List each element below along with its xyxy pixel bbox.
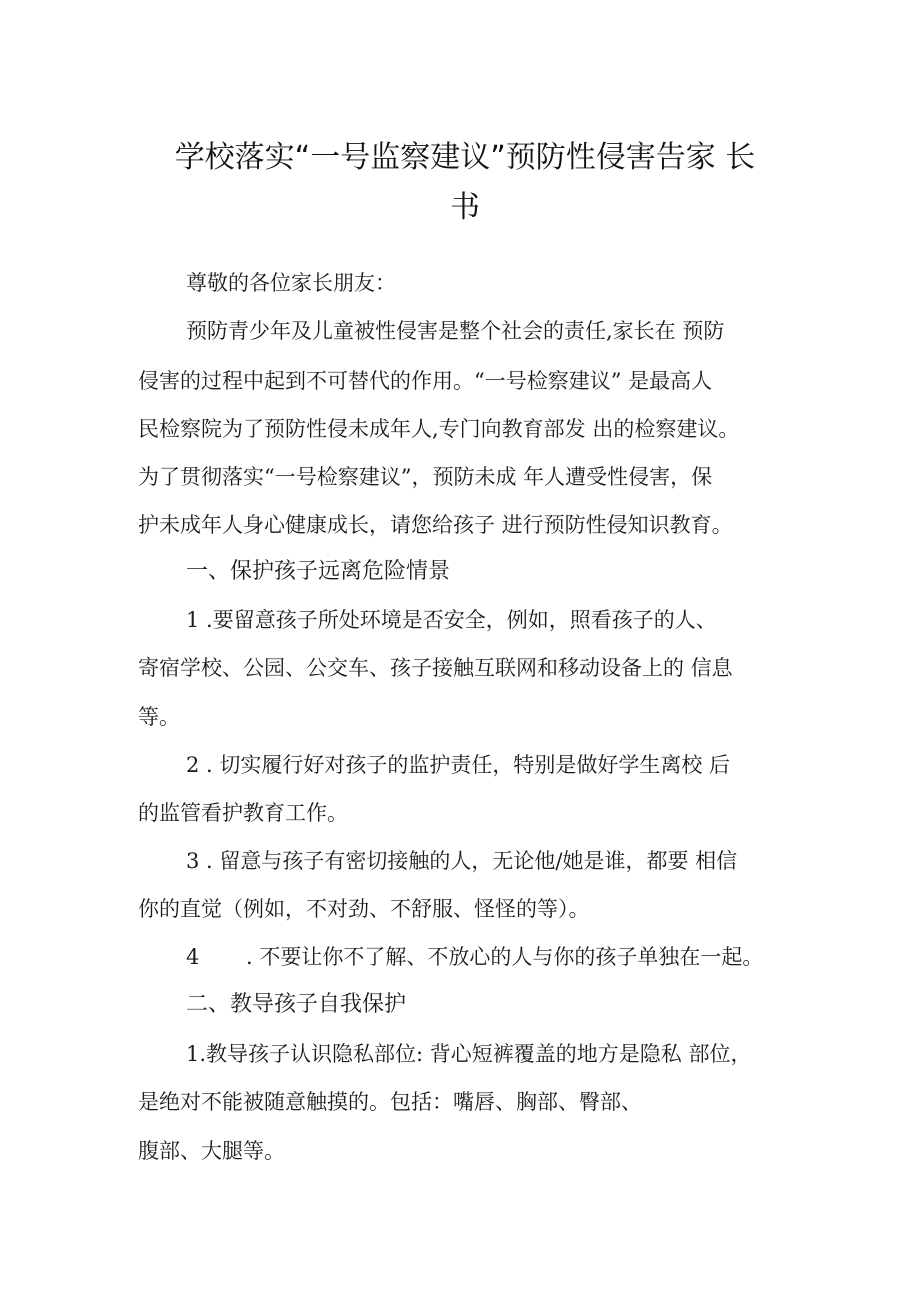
document-title-line-1: 学校落实“一号监察建议”预防性侵害告家 长 — [174, 140, 756, 175]
intro-line-4: 为了贯彻落实“一号检察建议”，预防未成 年人遭受性侵害，保 — [138, 465, 713, 489]
section-1-heading: 一、保护孩子远离危险情景 — [186, 559, 451, 584]
section-2-item-1-line-1: 1.教导孩子认识隐私部位: 背心短裤覆盖的地方是隐私 部位， — [186, 1042, 752, 1066]
section-1-item-2-line-1: 2 . 切实履行好对孩子的监护责任，特别是做好学生离校 后 — [186, 753, 731, 777]
section-1-item-4-number: 4 — [186, 945, 200, 969]
document-title-line-2: 书 — [450, 190, 480, 225]
section-1-item-1-line-3: 等。 — [138, 705, 180, 729]
section-1-item-4 — [186, 942, 763, 972]
section-2-item-1-line-3: 腹部、大腿等。 — [138, 1139, 285, 1163]
section-1-item-3-line-1: 3 . 留意与孩子有密切接触的人，无论他/她是谁，都要 相信 — [186, 849, 738, 873]
salutation: 尊敬的各位家长朋友： — [186, 271, 396, 295]
section-1-item-2-line-2: 的监管看护教育工作。 — [138, 801, 348, 825]
intro-line-5: 护未成年人身心健康成长，请您给孩子 进行预防性侵知识教育。 — [138, 513, 733, 537]
section-1-item-3-line-2: 你的直觉（例如，不对劲、不舒服、怪怪的等）。 — [138, 897, 590, 921]
section-1-item-4-text: . 不要让你不了解、不放心的人与你的孩子单独在一起。 — [246, 945, 764, 969]
section-2-heading: 二、教导孩子自我保护 — [186, 992, 407, 1017]
intro-line-2: 侵害的过程中起到不可替代的作用。“一号检察建议” 是最高人 — [138, 369, 713, 393]
section-1-item-1-line-1: 1 .要留意孩子所处环境是否安全，例如，照看孩子的人、 — [186, 608, 717, 632]
section-1-item-1-line-2: 寄宿学校、公园、公交车、孩子接触互联网和移动设备上的 信息 — [138, 656, 733, 680]
section-2-item-1-line-2: 是绝对不能被随意触摸的。包括：嘴唇、胸部、臀部、 — [138, 1090, 642, 1114]
intro-line-1: 预防青少年及儿童被性侵害是整个社会的责任,家长在 预防 — [186, 319, 725, 343]
intro-line-3: 民检察院为了预防性侵未成年人,专门向教育部发 出的检察建议。 — [138, 417, 740, 441]
